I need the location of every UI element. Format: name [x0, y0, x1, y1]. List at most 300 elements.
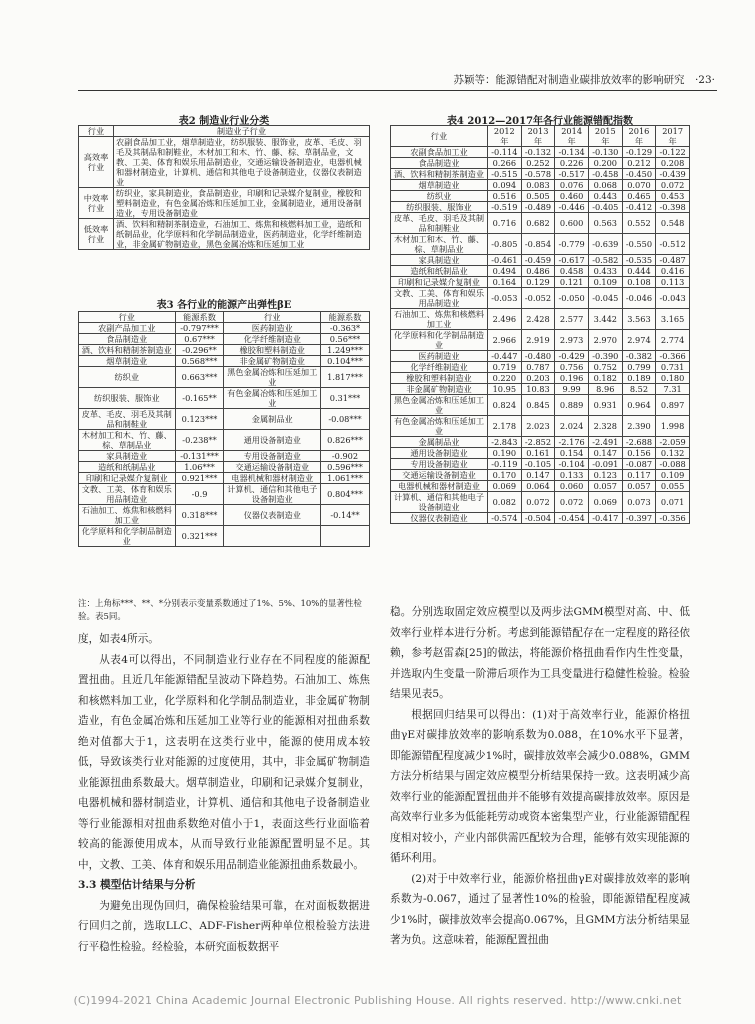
table-cell: 0.752 — [588, 362, 622, 373]
table-cell: 0.109 — [656, 470, 690, 481]
table-cell: 0.069 — [488, 481, 522, 492]
table-cell: 交通运输设备制造业 — [224, 462, 321, 473]
header-rule — [78, 90, 717, 91]
table-cell: 中效率行业 — [79, 188, 114, 219]
table-cell: -0.480 — [521, 351, 555, 362]
table-cell: 0.121 — [555, 277, 589, 288]
table-cell: -0.439 — [656, 169, 690, 180]
table-cell: -0.582 — [588, 255, 622, 266]
table-cell: 医药制造业 — [224, 323, 321, 334]
table-cell: 0.113 — [656, 277, 690, 288]
table-cell: 计算机、通信和其他电子设备制造业 — [224, 484, 321, 505]
running-title: 苏颖等：能源错配对制造业碳排放效率的影响研究 ·23· — [453, 74, 715, 86]
table-cell: 0.453 — [656, 191, 690, 202]
table-cell: 10.83 — [521, 384, 555, 395]
table-cell: 仪器仪表制造业 — [224, 505, 321, 526]
table-cell: 2.023 — [521, 416, 555, 437]
table-cell: 食品制造业 — [391, 158, 488, 169]
table-cell: -0.574 — [488, 513, 522, 524]
table-cell: 0.964 — [622, 395, 656, 416]
table-cell: 专用设备制造业 — [391, 459, 488, 470]
table-cell: 1.817*** — [321, 367, 370, 388]
table-cell: 3.165 — [656, 309, 690, 330]
table-header-cell: 能源系数 — [321, 312, 370, 323]
table-header-cell: 行业 — [79, 312, 176, 323]
table-cell: 0.56*** — [321, 334, 370, 345]
table-cell: 造纸和纸制品业 — [391, 266, 488, 277]
table-cell: 烟草制造业 — [391, 180, 488, 191]
table-cell: -2.176 — [555, 437, 589, 448]
table-row — [391, 459, 690, 470]
table-cell: -0.238** — [175, 430, 224, 451]
table-cell: 皮革、毛皮、羽毛及其制品和制鞋业 — [391, 213, 488, 234]
table-cell: -0.122 — [656, 147, 690, 158]
table-cell: 0.196 — [555, 373, 589, 384]
table-row — [391, 234, 690, 255]
table-cell: -0.517 — [555, 169, 589, 180]
table-cell: -0.454 — [555, 513, 589, 524]
paragraph: (2)对于中效率行业，能源价格扭曲γE对碳排放效率的影响系数为-0.067，通过了显著性10%的检验，即能源错配程度减少1%时，碳排放效率会提高0.067%，且GMM方法分析结果显著为负。这意味着，能源配置扭曲 — [390, 872, 690, 946]
table-row — [79, 367, 370, 388]
table-cell: 医药制造业 — [391, 351, 488, 362]
table3-caption: 表3 各行业的能源产出弹性βE — [156, 300, 292, 311]
table-cell: 印刷和记录媒介复制业 — [391, 277, 488, 288]
table-cell: 1.06*** — [175, 462, 224, 473]
table-cell: 0.123*** — [175, 409, 224, 430]
table3-note: 注：上角标***、**、*分别表示变量系数通过了1%、5%、10%的显著性检验。表5同。 — [78, 599, 362, 622]
table-cell: 0.057 — [622, 481, 656, 492]
table-cell: 0.073 — [622, 492, 656, 513]
table-cell: -0.9 — [175, 484, 224, 505]
table-cell: -2.491 — [588, 437, 622, 448]
table-row — [391, 288, 690, 309]
table-row — [391, 191, 690, 202]
table-cell: 0.826*** — [321, 430, 370, 451]
table-cell: 0.443 — [588, 191, 622, 202]
table-cell: 0.416 — [656, 266, 690, 277]
table-cell: 文教、工美、体育和娱乐用品制造业 — [391, 288, 488, 309]
table-cell: 2.496 — [488, 309, 522, 330]
table3 — [78, 311, 370, 547]
table-cell: 0.104*** — [321, 356, 370, 367]
table-header-cell: 制造业子行业 — [114, 126, 370, 137]
table-cell: 0.516 — [488, 191, 522, 202]
table-cell: 0.200 — [588, 158, 622, 169]
table-cell: 金属制品业 — [391, 437, 488, 448]
table-cell: -2.843 — [488, 437, 522, 448]
table-cell: -0.165** — [175, 388, 224, 409]
table-row — [391, 513, 690, 524]
table-cell: 通用设备制造业 — [391, 448, 488, 459]
table-cell: 0.164 — [488, 277, 522, 288]
table-cell: 0.787 — [521, 362, 555, 373]
table-row — [391, 180, 690, 191]
table-row — [79, 356, 370, 367]
left-column-text — [78, 629, 370, 957]
table-cell: 0.072 — [656, 180, 690, 191]
table-cell: 0.756 — [555, 362, 589, 373]
table-cell: -0.091 — [588, 459, 622, 470]
table-cell: 0.083 — [521, 180, 555, 191]
table-header-cell: 能源系数 — [175, 312, 224, 323]
table-cell: 酒、饮料和精制茶制造业，石油加工、炼焦和核燃料加工业，造纸和纸制品业，化学原料和化学制品制造业，医药制造业，化学纤维制造业，非金属矿物制造业，黑色金属冶炼和压延加工业 — [114, 219, 370, 250]
table-cell: 0.070 — [622, 180, 656, 191]
table-cell: -0.296** — [175, 345, 224, 356]
table-cell: 非金属矿物制造业 — [391, 384, 488, 395]
table-row — [79, 473, 370, 484]
table-cell: 有色金属冶炼和压延加工业 — [391, 416, 488, 437]
table-cell: 0.154 — [555, 448, 589, 459]
table-cell: -0.578 — [521, 169, 555, 180]
table-cell: -0.412 — [622, 202, 656, 213]
table-cell: 2.973 — [555, 330, 589, 351]
table-cell: 0.147 — [521, 470, 555, 481]
table-cell: -0.356 — [656, 513, 690, 524]
table-cell: -0.046 — [622, 288, 656, 309]
table-cell: 1.249*** — [321, 345, 370, 356]
table-cell: -0.14** — [321, 505, 370, 526]
paragraph: 根据回归结果可以得出：(1)对于高效率行业，能源价格扭曲γE对碳排放效率的影响系数为0.088，在10%水平下显著，即能源错配程度减少1%时，碳排放效率会减少0.088%，GMM方法分析结果与固定效应模型分析结果保持一致。这表明减少高效率行业的能源配置扭曲并不能够有效提高碳排放效率。原因是高效率行业多为低能耗劳动或资本密集型产业，行业能源错配程度相对较小，产业内部供需匹配较为合理，能够有效实现能源的循环利用。 — [390, 708, 690, 864]
table-cell: 0.190 — [488, 448, 522, 459]
table-cell: 2.919 — [521, 330, 555, 351]
table-cell: -0.130 — [588, 147, 622, 158]
table-cell: 0.804*** — [321, 484, 370, 505]
table-cell: 0.465 — [622, 191, 656, 202]
table-cell: -0.512 — [656, 234, 690, 255]
table-cell: 0.824 — [488, 395, 522, 416]
copyright-footer: (C)1994-2021 China Academic Journal Electronic Publishing House. All rights reserved. http://www.cnki.net — [73, 994, 682, 1007]
table2 — [78, 125, 370, 250]
table-cell: 0.082 — [488, 492, 522, 513]
table-cell: 0.189 — [622, 373, 656, 384]
table-cell: 0.31*** — [321, 388, 370, 409]
table-cell: -0.382 — [622, 351, 656, 362]
table-header-cell: 行业 — [79, 126, 114, 137]
table-cell: 2.024 — [555, 416, 589, 437]
table-row — [79, 430, 370, 451]
table3-body — [79, 323, 370, 547]
table-header-row — [79, 126, 370, 137]
table-cell: 0.060 — [555, 481, 589, 492]
table-cell: -2.852 — [521, 437, 555, 448]
table-cell: 纺织业，家具制造业，食品制造业，印刷和记录媒介复制业，橡胶和塑料制造业，有色金属冶炼和压延加工业，金属制造业，通用设备制造业，专用设备制造业 — [114, 188, 370, 219]
table-cell: -0.043 — [656, 288, 690, 309]
table-cell: 0.069 — [588, 492, 622, 513]
table-cell: 0.252 — [521, 158, 555, 169]
table-cell: -0.131*** — [175, 451, 224, 462]
table-cell: 食品制造业 — [79, 334, 176, 345]
table-cell: 3.442 — [588, 309, 622, 330]
table-cell: 通用设备制造业 — [224, 430, 321, 451]
table-cell: 0.212 — [622, 158, 656, 169]
table-cell: 0.170 — [488, 470, 522, 481]
table-header-cell: 行业 — [224, 312, 321, 323]
table-cell: 橡胶和塑料制造业 — [224, 345, 321, 356]
table-cell: 农副食品加工业 — [391, 147, 488, 158]
table-header-cell: 2016年 — [622, 126, 656, 147]
table-row — [79, 345, 370, 356]
table-cell: 0.433 — [588, 266, 622, 277]
table-cell: -0.397 — [622, 513, 656, 524]
table-cell: 0.132 — [656, 448, 690, 459]
table-cell: 0.208 — [656, 158, 690, 169]
table-cell: 2.390 — [622, 416, 656, 437]
table-cell: 8.52 — [622, 384, 656, 395]
table-cell: 计算机、通信和其他电子设备制造业 — [391, 492, 488, 513]
table-row — [391, 266, 690, 277]
table-row — [79, 462, 370, 473]
table-cell: 0.731 — [656, 362, 690, 373]
table-cell: 农副产品加工业 — [79, 323, 176, 334]
table-cell: -0.805 — [488, 234, 522, 255]
table-cell: 木材加工和木、竹、藤、棕、草制品业 — [391, 234, 488, 255]
table-row — [391, 470, 690, 481]
table-row — [79, 451, 370, 462]
table-cell: 有色金属冶炼和压延加工业 — [224, 388, 321, 409]
table-cell: 橡胶和塑料制造业 — [391, 373, 488, 384]
table-cell: 0.682 — [521, 213, 555, 234]
table-cell: 0.444 — [622, 266, 656, 277]
table-cell: 0.064 — [521, 481, 555, 492]
table-row — [391, 147, 690, 158]
table-cell: 1.998 — [656, 416, 690, 437]
table-row — [79, 409, 370, 430]
table-cell: 化学原料和化学制品制造业 — [79, 526, 176, 547]
table-row — [391, 330, 690, 351]
table-cell: -0.053 — [488, 288, 522, 309]
table-cell: 0.071 — [656, 492, 690, 513]
table-cell: 10.95 — [488, 384, 522, 395]
table-cell: 0.129 — [521, 277, 555, 288]
table-cell: 0.072 — [555, 492, 589, 513]
table-cell: 0.716 — [488, 213, 522, 234]
table-row — [391, 158, 690, 169]
table-cell: 交通运输设备制造业 — [391, 470, 488, 481]
table-cell: 低效率行业 — [79, 219, 114, 250]
table-cell: -0.398 — [656, 202, 690, 213]
table-cell: 2.178 — [488, 416, 522, 437]
table-cell: 0.596*** — [321, 462, 370, 473]
table-cell: 金属制品业 — [224, 409, 321, 430]
table-cell: -0.087 — [622, 459, 656, 470]
table-cell: -0.504 — [521, 513, 555, 524]
table-cell: 0.931 — [588, 395, 622, 416]
paragraph: 稳。分别选取固定效应模型以及两步法GMM模型对高、中、低效率行业样本进行分析。考虑到能源错配存在一定程度的路径依赖，参考赵雷森[25]的做法，将能源价格扭曲看作内生性变量，并选取内生变量一阶滞后项作为工具变量进行稳健性检验。检验结果见表5。 — [390, 606, 690, 700]
table-row — [391, 481, 690, 492]
running-header — [0, 72, 755, 90]
table-cell: -0.447 — [488, 351, 522, 362]
table-cell: -0.134 — [555, 147, 589, 158]
table-cell: -0.550 — [622, 234, 656, 255]
table-cell: -0.129 — [622, 147, 656, 158]
table-cell: 0.156 — [622, 448, 656, 459]
table-cell: 印刷和记录媒介复制业 — [79, 473, 176, 484]
table-cell: 家具制造业 — [79, 451, 176, 462]
table-cell: 0.889 — [555, 395, 589, 416]
table-cell: 家具制造业 — [391, 255, 488, 266]
table-header-cell: 2015年 — [588, 126, 622, 147]
table-row — [79, 137, 370, 188]
table-cell: 电器机械和器材制造业 — [391, 481, 488, 492]
table-cell: 高效率行业 — [79, 137, 114, 188]
table-header-cell: 2014年 — [555, 126, 589, 147]
table-cell: 0.563 — [588, 213, 622, 234]
table-cell: 0.600 — [555, 213, 589, 234]
table-cell: 0.117 — [622, 470, 656, 481]
table-cell: 0.486 — [521, 266, 555, 277]
table-row — [79, 323, 370, 334]
table-cell: -0.854 — [521, 234, 555, 255]
table-cell: 仪器仪表制造业 — [391, 513, 488, 524]
table-cell: 石油加工、炼焦和核燃料加工业 — [79, 505, 176, 526]
table-cell: 酒、饮料和精制茶制造业 — [391, 169, 488, 180]
section-heading: 3.3 模型估计结果与分析 — [78, 879, 196, 891]
table-cell — [321, 526, 370, 547]
table-cell: -0.119 — [488, 459, 522, 470]
table-cell: 0.203 — [521, 373, 555, 384]
table-cell: 7.31 — [656, 384, 690, 395]
table-row — [391, 169, 690, 180]
table-row — [391, 351, 690, 362]
table-row — [391, 395, 690, 416]
table-cell: -0.405 — [588, 202, 622, 213]
table-cell: 0.548 — [656, 213, 690, 234]
table4 — [390, 125, 690, 524]
table-cell: -0.08*** — [321, 409, 370, 430]
table-cell: 皮革、毛皮、羽毛及其制品和制鞋业 — [79, 409, 176, 430]
table-cell: -0.535 — [622, 255, 656, 266]
table-cell: 0.318*** — [175, 505, 224, 526]
table-cell: 0.505 — [521, 191, 555, 202]
table-row — [391, 416, 690, 437]
table-cell: 文教、工美、体育和娱乐用品制造业 — [79, 484, 176, 505]
table-row — [391, 448, 690, 459]
table-cell: 0.799 — [622, 362, 656, 373]
table-cell: -0.489 — [521, 202, 555, 213]
table-cell: -0.417 — [588, 513, 622, 524]
paragraph: 为避免出现伪回归，确保检验结果可靠，在对面板数据进行回归之前，选取LLC、ADF-Fisher两种单位根检验方法进行平稳性检验。经检验，本研究面板数据平 — [78, 899, 370, 953]
table-cell: 纺织业 — [391, 191, 488, 202]
table-cell: 0.921*** — [175, 473, 224, 484]
table-cell: 农副食品加工业，烟草制造业，纺织服装、服饰业，皮革、毛皮、羽毛及其制品和制鞋业，木材加工和木、竹、藤、棕、草制品业，文教、工美、体育和娱乐用品制造业，交通运输设备制造业，电器机械和器材制造业，计算机、通信和其他电子设备制造业，仪器仪表制造业 — [114, 137, 370, 188]
table-row — [391, 492, 690, 513]
table-cell: 纺织业 — [79, 367, 176, 388]
table-row — [79, 484, 370, 505]
table-cell: -0.366 — [656, 351, 690, 362]
table-cell: -0.519 — [488, 202, 522, 213]
table-row — [79, 505, 370, 526]
table-row — [391, 202, 690, 213]
table-cell: -0.045 — [588, 288, 622, 309]
table2-caption: 表2 制造业行业分类 — [178, 116, 270, 127]
table-row — [79, 526, 370, 547]
table-cell: 木材加工和木、竹、藤、棕、草制品业 — [79, 430, 176, 451]
table-cell: -0.132 — [521, 147, 555, 158]
table-cell: 3.563 — [622, 309, 656, 330]
table-cell: 2.974 — [622, 330, 656, 351]
table-cell: -0.639 — [588, 234, 622, 255]
table-cell: 0.897 — [656, 395, 690, 416]
table-cell: 0.321*** — [175, 526, 224, 547]
table-row — [391, 384, 690, 395]
table-cell: 2.970 — [588, 330, 622, 351]
table-header-cell: 行业 — [391, 126, 488, 147]
table-cell: 0.226 — [555, 158, 589, 169]
table-cell: 石油加工、炼焦和核燃料加工业 — [391, 309, 488, 330]
right-column-text — [390, 602, 690, 951]
table-row — [391, 309, 690, 330]
table-cell: 0.057 — [588, 481, 622, 492]
paragraph: 度，如表4所示。 — [78, 633, 159, 645]
table-cell: -0.429 — [555, 351, 589, 362]
table-row — [79, 188, 370, 219]
table-row — [79, 388, 370, 409]
table-cell: -0.363* — [321, 323, 370, 334]
table-cell: 0.458 — [555, 266, 589, 277]
table-cell: 纺织服装、服饰业 — [79, 388, 176, 409]
table-cell: 0.076 — [555, 180, 589, 191]
table-header-cell: 2017年 — [656, 126, 690, 147]
table-cell: -0.105 — [521, 459, 555, 470]
table-cell: -0.052 — [521, 288, 555, 309]
table-cell: -0.902 — [321, 451, 370, 462]
table-cell: 专用设备制造业 — [224, 451, 321, 462]
table-cell: 化学纤维制造业 — [224, 334, 321, 345]
table-cell: -2.059 — [656, 437, 690, 448]
table-cell: 化学纤维制造业 — [391, 362, 488, 373]
table-cell: 0.068 — [588, 180, 622, 191]
table-row — [391, 213, 690, 234]
table-header-row — [79, 312, 370, 323]
table-row — [391, 373, 690, 384]
table-cell: -0.450 — [622, 169, 656, 180]
table-cell: 2.774 — [656, 330, 690, 351]
table-cell: 0.161 — [521, 448, 555, 459]
table-cell: 0.147 — [588, 448, 622, 459]
table-cell: 0.568*** — [175, 356, 224, 367]
table-cell: 1.061*** — [321, 473, 370, 484]
table-cell: 0.180 — [656, 373, 690, 384]
table-cell: -0.461 — [488, 255, 522, 266]
table-cell: 0.845 — [521, 395, 555, 416]
table-row — [391, 255, 690, 266]
table-cell: -0.487 — [656, 255, 690, 266]
table-cell: 0.109 — [588, 277, 622, 288]
table-cell: 0.552 — [622, 213, 656, 234]
table-cell: 2.328 — [588, 416, 622, 437]
table-cell: 非金属矿物制造业 — [224, 356, 321, 367]
table-cell: 化学原料和化学制品制造业 — [391, 330, 488, 351]
table-cell: 0.460 — [555, 191, 589, 202]
table-cell — [224, 526, 321, 547]
table-cell: 2.428 — [521, 309, 555, 330]
table4-body — [391, 147, 690, 524]
table4-caption: 表4 2012—2017年各行业能源错配指数 — [446, 116, 634, 127]
table-cell: 0.663*** — [175, 367, 224, 388]
table-cell: 造纸和纸制品业 — [79, 462, 176, 473]
table-cell: 酒、饮料和精制茶制造业 — [79, 345, 176, 356]
table-cell: 0.072 — [521, 492, 555, 513]
table-cell: -0.390 — [588, 351, 622, 362]
table-cell: 2.577 — [555, 309, 589, 330]
table-header-row — [391, 126, 690, 147]
table-cell: 0.094 — [488, 180, 522, 191]
table-row — [391, 437, 690, 448]
table-cell: -0.515 — [488, 169, 522, 180]
table-cell: 0.182 — [588, 373, 622, 384]
table-cell: -0.797*** — [175, 323, 224, 334]
paragraph: 从表4可以得出，不同制造业行业存在不同程度的能源配置扭曲。且近几年能源错配呈波动下降趋势。石油加工、炼焦和核燃料加工业，化学原料和化学制品制造业，非金属矿物制造业，有色金属冶炼和压延加工业等行业的能源相对扭曲系数绝对值都大于1，这表明在这类行业中，能源的使用成本较低，导致该类行业对能源的过度使用，其中，非金属矿物制造业能源扭曲系数最大。烟草制造业，印刷和记录媒介复制业，电器机械和器材制造业，计算机、通信和其他电子设备制造业等行业能源相对扭曲系数绝对值小于1，表面这些行业面临着较高的能源使用成本，从而导致行业能源配置明显不足。其中，文教、工美、体育和娱乐用品制造业能源扭曲系数最小。 — [78, 653, 370, 871]
